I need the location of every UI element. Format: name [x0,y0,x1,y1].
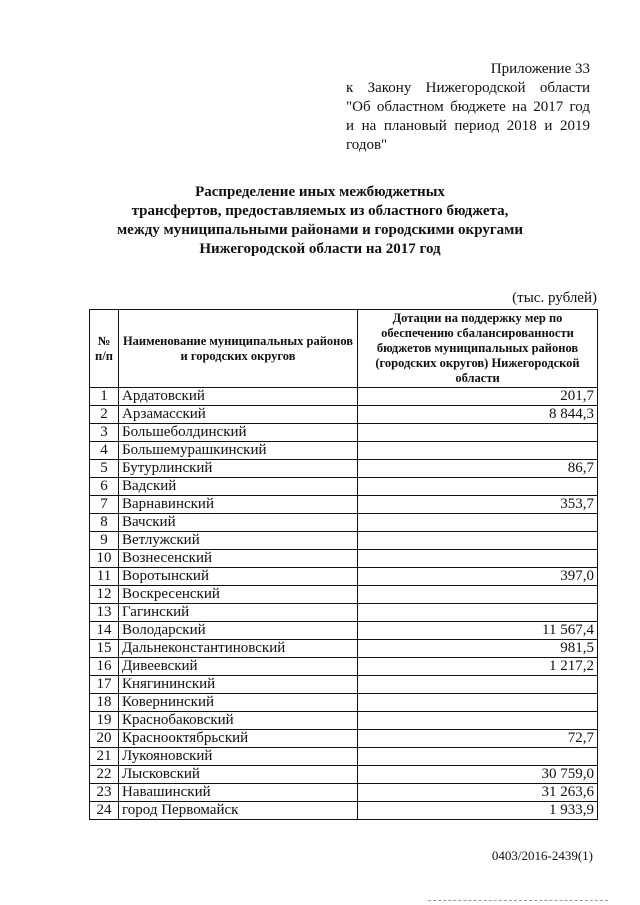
table-row [90,442,598,460]
header-value: Дотации на поддержку мер по обеспечению сбалансированности бюджетов муниципальных районов (городских округов) Нижегородской области [358,310,598,388]
row-name: Ковернинский [119,694,358,712]
law-line-3: и на плановый период 2018 и 2019 [346,118,590,134]
row-number: 22 [90,766,119,784]
row-name: Арзамасский [119,406,358,424]
row-name: Ветлужский [119,532,358,550]
appendix-number: Приложение 33 [490,61,590,77]
row-name: Вознесенский [119,550,358,568]
title-line-4: Нижегородской области на 2017 год [199,241,441,257]
row-number: 2 [90,406,119,424]
row-value [358,676,598,694]
table-row [90,478,598,496]
table-header-row [90,310,598,388]
row-value: 72,7 [358,730,598,748]
table-row [90,622,598,640]
row-name: Большемурашкинский [119,442,358,460]
row-number: 20 [90,730,119,748]
row-value [358,514,598,532]
row-name: Воротынский [119,568,358,586]
row-value: 981,5 [358,640,598,658]
row-value [358,424,598,442]
row-value [358,442,598,460]
table-row [90,784,598,802]
header-number: № п/п [90,310,119,388]
table-row [90,550,598,568]
row-name: Лысковский [119,766,358,784]
table-row [90,424,598,442]
row-name: Княгининский [119,676,358,694]
header-name: Наименование муниципальных районов и городских округов [119,310,358,388]
table-row [90,730,598,748]
row-value: 31 263,6 [358,784,598,802]
table-row [90,406,598,424]
row-value: 1 217,2 [358,658,598,676]
row-number: 16 [90,658,119,676]
table-body [90,388,598,820]
row-value: 353,7 [358,496,598,514]
table-row [90,676,598,694]
row-name: Бутурлинский [119,460,358,478]
row-name: Навашинский [119,784,358,802]
row-number: 23 [90,784,119,802]
distribution-table [89,309,598,820]
document-title [80,183,560,259]
row-value: 86,7 [358,460,598,478]
row-number: 15 [90,640,119,658]
row-name: Воскресенский [119,586,358,604]
row-value [358,586,598,604]
table-row [90,802,598,820]
table-row [90,460,598,478]
table-row [90,586,598,604]
table-row [90,388,598,406]
title-line-3: между муниципальными районами и городскими округами [116,222,524,238]
row-number: 6 [90,478,119,496]
row-name: Ардатовский [119,388,358,406]
appendix-header [346,60,590,155]
row-value: 30 759,0 [358,766,598,784]
row-value [358,694,598,712]
law-line-4: годов" [346,137,388,153]
row-value: 201,7 [358,388,598,406]
row-value: 11 567,4 [358,622,598,640]
row-number: 7 [90,496,119,514]
scan-artifact-line [428,900,608,903]
law-line-2: "Об областном бюджете на 2017 год [346,99,590,115]
row-name: Краснобаковский [119,712,358,730]
row-number: 3 [90,424,119,442]
table-row [90,568,598,586]
table-row [90,496,598,514]
row-name: Гагинский [119,604,358,622]
table-row [90,712,598,730]
row-name: Варнавинский [119,496,358,514]
row-value [358,712,598,730]
row-name: Большеболдинский [119,424,358,442]
row-value [358,532,598,550]
row-value: 1 933,9 [358,802,598,820]
row-name: Вадский [119,478,358,496]
table-row [90,514,598,532]
table-row [90,658,598,676]
row-number: 9 [90,532,119,550]
row-number: 10 [90,550,119,568]
row-number: 4 [90,442,119,460]
row-name: Краснооктябрьский [119,730,358,748]
table-row [90,748,598,766]
row-number: 14 [90,622,119,640]
row-number: 13 [90,604,119,622]
row-value [358,550,598,568]
row-name: Дальнеконстантиновский [119,640,358,658]
row-name: Вачский [119,514,358,532]
row-number: 1 [90,388,119,406]
row-number: 11 [90,568,119,586]
table-row [90,766,598,784]
row-value [358,478,598,496]
title-line-1: Распределение иных межбюджетных [195,184,445,200]
row-name: Володарский [119,622,358,640]
row-number: 24 [90,802,119,820]
row-number: 12 [90,586,119,604]
table-row [90,694,598,712]
row-value: 397,0 [358,568,598,586]
table-row [90,532,598,550]
table-row [90,640,598,658]
row-number: 19 [90,712,119,730]
law-line-1: к Закону Нижегородской области [346,80,590,96]
row-number: 21 [90,748,119,766]
row-name: Лукояновский [119,748,358,766]
row-number: 17 [90,676,119,694]
row-value [358,748,598,766]
row-value [358,604,598,622]
title-line-2: трансфертов, предоставляемых из областного бюджета, [131,203,509,219]
document-code: 0403/2016-2439(1) [491,848,593,863]
units-label: (тыс. рублей) [512,290,597,306]
row-number: 8 [90,514,119,532]
row-value: 8 844,3 [358,406,598,424]
row-name: город Первомайск [119,802,358,820]
row-number: 5 [90,460,119,478]
row-name: Дивеевский [119,658,358,676]
table-row [90,604,598,622]
row-number: 18 [90,694,119,712]
